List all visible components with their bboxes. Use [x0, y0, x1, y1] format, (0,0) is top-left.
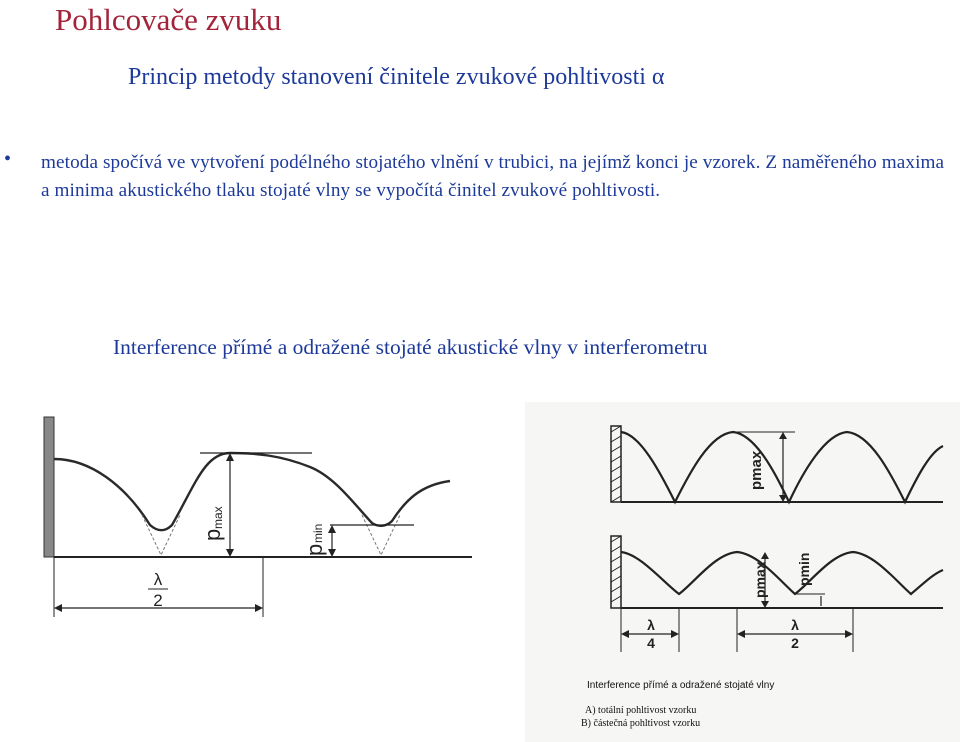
interferometer-figure [525, 402, 960, 742]
extension-lines [142, 515, 400, 555]
pmin-label: p [302, 543, 327, 556]
lambda-denominator: 2 [153, 591, 163, 610]
frac2-num: λ [791, 617, 799, 633]
bullet-paragraph: metoda spočívá ve vytvoření podélného stojatého vlnění v trubici, na jejímž konci je vzorek. Z naměřeného maxima a minima akustického tlaku stojaté vlny se vypočítá činitel zvukové pohltivosti. [41, 152, 945, 201]
figure-caption: Interference přímé a odražené stojaté akustické vlny v interferometru [113, 335, 708, 359]
pmax-b-label: pmax [752, 561, 768, 598]
pmax-a-label: pmax [748, 450, 765, 490]
slide-subtitle: Princip metody stanovení činitele zvukové pohltivosti α [128, 64, 665, 90]
pmin-sub: min [311, 523, 325, 543]
bullet-marker: • [4, 148, 12, 170]
legend-b: B) částečná pohltivost vzorku [581, 718, 701, 729]
slide-title: Pohlcovače zvuku [55, 2, 282, 37]
frac1-num: λ [647, 617, 655, 633]
lambda-numerator: λ [153, 570, 163, 589]
standing-wave-diagram [30, 405, 490, 625]
pmin-b-label: pmin [796, 552, 812, 586]
wall [44, 417, 54, 557]
wall-a-hatch [611, 426, 621, 502]
wall-b-hatch [611, 536, 621, 602]
frac1-den: 4 [647, 635, 655, 651]
interferometer-drawing [525, 402, 960, 682]
wave-a [621, 432, 943, 502]
pmax-label: p [200, 528, 225, 541]
figure-inner-caption: Interference přímé a odražené stojaté vlny [587, 680, 775, 691]
frac2-den: 2 [791, 635, 799, 651]
legend-a: A) totální pohltivost vzorku [585, 705, 697, 716]
wave-curve [54, 453, 450, 530]
wave-b [621, 552, 943, 594]
pmax-sub: max [211, 506, 225, 529]
